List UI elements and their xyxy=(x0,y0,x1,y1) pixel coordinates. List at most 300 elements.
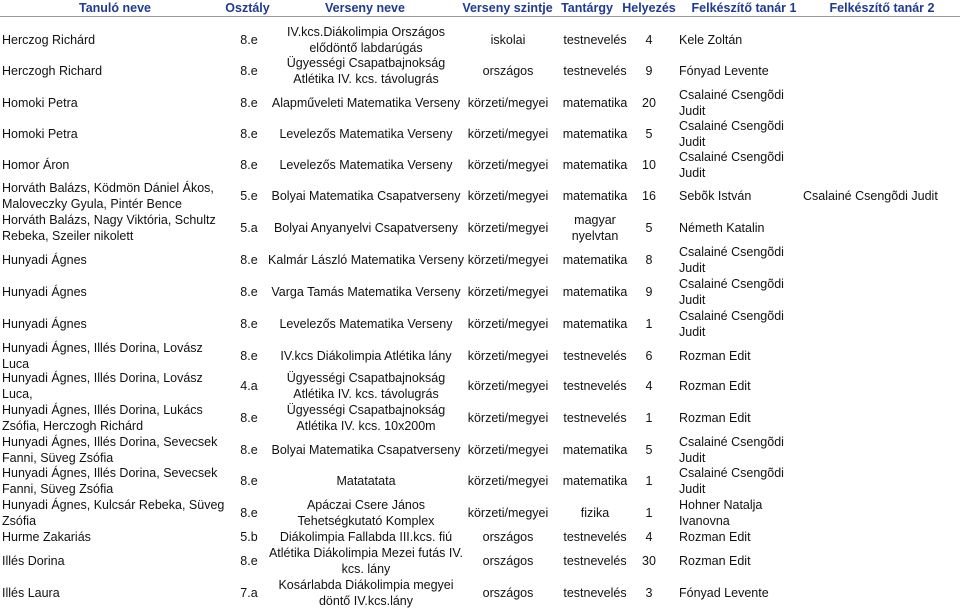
class-cell-text: 5.b xyxy=(240,529,258,544)
competition-level xyxy=(462,545,554,577)
class-cell-text: 8.e xyxy=(240,127,258,141)
table-header xyxy=(0,0,960,17)
competition-name-text: Bolyai Matematika Csapatverseny xyxy=(271,443,461,457)
teacher1-cell xyxy=(679,545,809,577)
teacher2-cell xyxy=(803,24,959,56)
subject-cell xyxy=(550,342,640,370)
class-cell-text: 8.e xyxy=(240,506,258,520)
competition-level xyxy=(462,528,554,545)
teacher1-cell-text: Rozman Edit xyxy=(679,554,751,568)
header-level: Verseny szintje xyxy=(462,1,553,15)
subject-cell-text: testnevelés xyxy=(563,529,627,544)
teacher1-cell xyxy=(679,212,809,244)
competition-level xyxy=(462,246,554,274)
competition-level-text: körzeti/megyei xyxy=(467,474,549,488)
competition-level xyxy=(462,497,554,529)
competition-name-text: Varga Tamás Matematika Verseny xyxy=(271,285,461,299)
competition-level-text: országos xyxy=(482,554,534,568)
competition-name xyxy=(266,465,466,497)
subject-cell-text: testnevelés xyxy=(563,64,627,78)
placement-cell xyxy=(630,310,668,338)
competition-level-text: körzeti/megyei xyxy=(467,221,549,235)
competition-level xyxy=(462,434,554,466)
teacher1-cell xyxy=(679,152,809,178)
class-cell-text: 8.e xyxy=(240,317,258,331)
subject-cell-text: matematika xyxy=(562,474,628,488)
teacher2-cell xyxy=(803,310,959,338)
placement-cell-text: 4 xyxy=(645,33,653,47)
competition-name-text: Kosárlabda Diákolimpia megyei döntő IV.kcs.lány xyxy=(278,578,454,608)
placement-cell xyxy=(630,434,668,466)
competition-name-text: Levelezős Matematika Verseny xyxy=(279,317,453,331)
subject-cell xyxy=(550,246,640,274)
placement-cell-text: 1 xyxy=(645,411,653,425)
teacher2-cell xyxy=(803,246,959,274)
table-row xyxy=(0,402,960,434)
competition-name xyxy=(266,402,466,434)
student-name-text: Illés Dorina xyxy=(2,554,65,568)
table-row xyxy=(0,342,960,370)
class-cell xyxy=(232,497,266,529)
competition-name-text: Alapműveleti Matematika Verseny xyxy=(271,96,461,110)
class-cell xyxy=(232,55,266,87)
competition-name xyxy=(266,246,466,274)
class-cell-text: 8.e xyxy=(240,158,258,172)
competition-name xyxy=(266,577,466,609)
teacher1-cell-text: Csalainé Csengõdi Judit xyxy=(679,245,784,275)
class-cell-text: 8.e xyxy=(240,33,258,47)
competition-level-text: körzeti/megyei xyxy=(467,443,549,457)
subject-cell xyxy=(550,278,640,306)
student-name xyxy=(2,55,232,87)
student-name xyxy=(2,465,232,497)
placement-cell-text: 6 xyxy=(645,349,653,363)
subject-cell xyxy=(550,528,640,545)
teacher1-cell-text: Csalainé Csengõdi Judit xyxy=(679,277,784,307)
class-cell xyxy=(232,212,266,244)
class-cell xyxy=(232,370,266,402)
table-row xyxy=(0,180,960,212)
teacher1-cell-text: Kele Zoltán xyxy=(679,33,743,47)
competition-level xyxy=(462,212,554,244)
subject-cell-text: testnevelés xyxy=(563,586,627,600)
teacher1-cell xyxy=(679,465,809,497)
teacher1-cell xyxy=(679,528,809,545)
class-cell-text: 7.a xyxy=(240,586,258,600)
student-name-text: Hurme Zakariás xyxy=(2,529,91,544)
header-competition: Verseny neve xyxy=(325,1,405,15)
subject-cell-text: fizika xyxy=(580,506,610,520)
teacher1-cell xyxy=(679,342,809,370)
table-row xyxy=(0,246,960,274)
student-name xyxy=(2,278,232,306)
competition-name-text: Levelezős Matematika Verseny xyxy=(279,158,453,172)
student-name xyxy=(2,121,232,147)
subject-cell-text: matematika xyxy=(562,443,628,457)
teacher2-cell xyxy=(803,90,959,116)
teacher2-cell xyxy=(803,212,959,244)
competition-name xyxy=(266,310,466,338)
student-name xyxy=(2,434,232,466)
table-row xyxy=(0,465,960,497)
subject-cell-text: testnevelés xyxy=(563,33,627,47)
student-name xyxy=(2,402,232,434)
student-name xyxy=(2,152,232,178)
class-cell-text: 5.e xyxy=(240,189,258,203)
teacher1-cell-text: Rozman Edit xyxy=(679,349,751,363)
subject-cell xyxy=(550,545,640,577)
subject-cell-text: matematika xyxy=(562,317,628,331)
competition-name-text: Bolyai Anyanyelvi Csapatverseny xyxy=(273,221,459,235)
table-row xyxy=(0,55,960,87)
table-row xyxy=(0,434,960,466)
teacher1-cell xyxy=(679,246,809,274)
teacher2-cell xyxy=(803,121,959,147)
placement-cell xyxy=(630,370,668,402)
table-row xyxy=(0,545,960,577)
student-name-text: Hunyadi Ágnes, Illés Dorina, Sevecsek Fanni, Süveg Zsófia xyxy=(2,435,218,465)
subject-cell-text: matematika xyxy=(562,158,628,172)
class-cell-text: 4.a xyxy=(240,379,258,393)
table-row xyxy=(0,152,960,178)
placement-cell xyxy=(630,577,668,609)
competition-level-text: iskolai xyxy=(490,33,526,47)
competition-name-text: Levelezős Matematika Verseny xyxy=(279,127,453,141)
student-name-text: Herczog Richárd xyxy=(2,33,96,47)
class-cell-text: 8.e xyxy=(240,349,258,363)
student-name-text: Herczogh Richard xyxy=(2,64,103,78)
competition-name xyxy=(266,121,466,147)
subject-cell xyxy=(550,55,640,87)
teacher1-cell xyxy=(679,310,809,338)
teacher1-cell xyxy=(679,497,809,529)
competition-name-text: Ügyességi Csapatbajnokság Atlétika IV. kcs. távolugrás xyxy=(286,371,446,401)
competition-name xyxy=(266,545,466,577)
table-row xyxy=(0,577,960,609)
student-name-text: Hunyadi Ágnes, Illés Dorina, Lukács Zsófia, Herczogh Richárd xyxy=(2,403,203,433)
student-name xyxy=(2,180,232,212)
placement-cell-text: 30 xyxy=(642,554,656,568)
teacher2-cell xyxy=(803,278,959,306)
header-subject: Tantárgy xyxy=(561,1,613,15)
student-name xyxy=(2,545,232,577)
student-name-text: Horváth Balázs, Ködmön Dániel Ákos, Maloveczky Gyula, Pintér Bence xyxy=(2,181,214,211)
table-row xyxy=(0,121,960,147)
teacher2-cell xyxy=(803,342,959,370)
placement-cell-text: 1 xyxy=(645,506,653,520)
table-row xyxy=(0,212,960,244)
teacher1-cell xyxy=(679,278,809,306)
teacher2-cell xyxy=(803,545,959,577)
student-name-text: Homoki Petra xyxy=(2,96,78,110)
placement-cell-text: 16 xyxy=(642,189,656,203)
placement-cell-text: 1 xyxy=(645,317,653,331)
class-cell-text: 8.e xyxy=(240,554,258,568)
table-row xyxy=(0,278,960,306)
placement-cell-text: 1 xyxy=(645,474,653,488)
teacher1-cell-text: Csalainé Csengõdi Judit xyxy=(679,119,784,149)
competition-level-text: körzeti/megyei xyxy=(467,379,549,393)
student-name-text: Hunyadi Ágnes xyxy=(2,285,87,299)
placement-cell xyxy=(630,465,668,497)
class-cell xyxy=(232,528,266,545)
placement-cell xyxy=(630,497,668,529)
student-name xyxy=(2,497,232,529)
competition-level-text: országos xyxy=(482,586,534,600)
class-cell xyxy=(232,246,266,274)
table-row xyxy=(0,497,960,529)
subject-cell-text: matematika xyxy=(562,96,628,110)
placement-cell-text: 5 xyxy=(645,127,653,141)
competition-name xyxy=(266,434,466,466)
competition-level xyxy=(462,180,554,212)
competition-level-text: körzeti/megyei xyxy=(467,127,549,141)
student-name xyxy=(2,246,232,274)
competition-name xyxy=(266,528,466,545)
competition-level-text: körzeti/megyei xyxy=(467,506,549,520)
competition-name-text: Matatatata xyxy=(336,474,396,488)
placement-cell-text: 5 xyxy=(645,443,653,457)
subject-cell-text: testnevelés xyxy=(563,411,627,425)
teacher1-cell xyxy=(679,121,809,147)
teacher1-cell xyxy=(679,90,809,116)
competition-level-text: körzeti/megyei xyxy=(467,96,549,110)
placement-cell xyxy=(630,55,668,87)
class-cell xyxy=(232,545,266,577)
teacher1-cell-text: Rozman Edit xyxy=(679,379,751,393)
table-row xyxy=(0,24,960,56)
teacher1-cell-text: Csalainé Csengõdi Judit xyxy=(679,435,784,465)
subject-cell xyxy=(550,577,640,609)
placement-cell xyxy=(630,402,668,434)
class-cell-text: 8.e xyxy=(240,285,258,299)
placement-cell xyxy=(630,121,668,147)
competition-name xyxy=(266,212,466,244)
competition-name-text: IV.kcs.Diákolimpia Országos elődöntő labdarúgás xyxy=(287,25,445,55)
student-name-text: Hunyadi Ágnes, Illés Dorina, Lovász Luca xyxy=(2,341,203,371)
competition-level xyxy=(462,310,554,338)
class-cell xyxy=(232,577,266,609)
placement-cell xyxy=(630,278,668,306)
class-cell xyxy=(232,310,266,338)
placement-cell-text: 8 xyxy=(645,253,653,267)
teacher1-cell xyxy=(679,55,809,87)
subject-cell-text: matematika xyxy=(562,253,628,267)
competition-level xyxy=(462,152,554,178)
competition-name xyxy=(266,278,466,306)
student-name-text: Hunyadi Ágnes, Kulcsár Rebeka, Süveg Zsófia xyxy=(2,498,225,528)
student-name xyxy=(2,90,232,116)
placement-cell xyxy=(630,528,668,545)
student-name xyxy=(2,310,232,338)
placement-cell-text: 4 xyxy=(645,379,653,393)
teacher1-cell xyxy=(679,180,809,212)
teacher2-cell xyxy=(803,577,959,609)
placement-cell xyxy=(630,246,668,274)
subject-cell-text: testnevelés xyxy=(563,379,627,393)
subject-cell xyxy=(550,212,640,244)
table-row xyxy=(0,528,960,545)
competition-level xyxy=(462,465,554,497)
competition-name xyxy=(266,90,466,116)
class-cell-text: 8.e xyxy=(240,96,258,110)
student-name-text: Homoki Petra xyxy=(2,127,78,141)
subject-cell xyxy=(550,180,640,212)
teacher1-cell xyxy=(679,24,809,56)
student-name xyxy=(2,528,232,545)
student-name-text: Hunyadi Ágnes xyxy=(2,317,87,331)
teacher1-cell xyxy=(679,402,809,434)
placement-cell-text: 20 xyxy=(642,96,656,110)
competition-level xyxy=(462,121,554,147)
competition-name xyxy=(266,24,466,56)
teacher2-cell xyxy=(803,465,959,497)
competition-name-text: Bolyai Matematika Csapatverseny xyxy=(271,189,461,203)
competition-level-text: országos xyxy=(482,64,534,78)
placement-cell xyxy=(630,545,668,577)
class-cell xyxy=(232,180,266,212)
class-cell xyxy=(232,90,266,116)
placement-cell xyxy=(630,342,668,370)
class-cell xyxy=(232,465,266,497)
competition-level-text: körzeti/megyei xyxy=(467,411,549,425)
competition-level-text: körzeti/megyei xyxy=(467,253,549,267)
class-cell xyxy=(232,278,266,306)
competition-level-text: körzeti/megyei xyxy=(467,349,549,363)
teacher2-cell xyxy=(803,152,959,178)
student-name-text: Hunyadi Ágnes, Illés Dorina, Lovász Luca, xyxy=(2,371,203,401)
placement-cell-text: 3 xyxy=(645,586,653,600)
competition-level-text: körzeti/megyei xyxy=(467,189,549,203)
class-cell-text: 8.e xyxy=(240,253,258,267)
teacher1-cell-text: Rozman Edit xyxy=(679,411,751,425)
student-name-text: Homor Áron xyxy=(2,158,70,172)
placement-cell xyxy=(630,24,668,56)
subject-cell xyxy=(550,152,640,178)
competition-name-text: Diákolimpia Fallabda III.kcs. fiú xyxy=(279,529,453,544)
class-cell xyxy=(232,342,266,370)
competition-name xyxy=(266,180,466,212)
competition-name-text: Kalmár László Matematika Verseny xyxy=(268,253,464,267)
table-row xyxy=(0,310,960,338)
class-cell-text: 8.e xyxy=(240,443,258,457)
teacher2-cell xyxy=(803,370,959,402)
teacher2-cell xyxy=(803,497,959,529)
subject-cell-text: testnevelés xyxy=(563,554,627,568)
teacher1-cell-text: Fónyad Levente xyxy=(679,64,769,78)
competition-name-text: Ügyességi Csapatbajnokság Atlétika IV. kcs. 10x200m xyxy=(286,403,446,433)
placement-cell-text: 4 xyxy=(645,529,653,544)
subject-cell xyxy=(550,402,640,434)
table-row xyxy=(0,370,960,402)
class-cell xyxy=(232,402,266,434)
competition-level xyxy=(462,55,554,87)
competition-name xyxy=(266,497,466,529)
subject-cell xyxy=(550,90,640,116)
competition-level xyxy=(462,90,554,116)
teacher1-cell-text: Rozman Edit xyxy=(679,529,751,544)
placement-cell-text: 9 xyxy=(645,285,653,299)
competition-level-text: országos xyxy=(482,529,534,544)
placement-cell xyxy=(630,212,668,244)
teacher1-cell-text: Sebõk István xyxy=(679,189,752,203)
teacher1-cell xyxy=(679,370,809,402)
competition-name-text: IV.kcs Diákolimpia Atlétika lány xyxy=(280,349,452,363)
teacher1-cell-text: Csalainé Csengõdi Judit xyxy=(679,88,784,118)
student-name xyxy=(2,24,232,56)
class-cell-text: 5.a xyxy=(240,221,258,235)
table-row xyxy=(0,90,960,116)
placement-cell xyxy=(630,180,668,212)
header-place: Helyezés xyxy=(622,1,676,15)
placement-cell-text: 9 xyxy=(645,64,653,78)
class-cell xyxy=(232,24,266,56)
teacher2-cell xyxy=(803,55,959,87)
competition-name-text: Ügyességi Csapatbajnokság Atlétika IV. kcs. távolugrás xyxy=(286,56,446,86)
competition-level xyxy=(462,402,554,434)
student-name-text: Horváth Balázs, Nagy Viktória, Schultz Rebeka, Szeiler nikolett xyxy=(2,213,216,243)
teacher2-cell xyxy=(803,434,959,466)
student-name-text: Hunyadi Ágnes, Illés Dorina, Sevecsek Fanni, Süveg Zsófia xyxy=(2,466,218,496)
class-cell xyxy=(232,434,266,466)
competition-name-text: Atlétika Diákolimpia Mezei futás IV. kcs. lány xyxy=(268,546,464,576)
subject-cell xyxy=(550,24,640,56)
competition-name xyxy=(266,342,466,370)
student-name xyxy=(2,370,232,402)
competition-level-text: körzeti/megyei xyxy=(467,158,549,172)
subject-cell-text: testnevelés xyxy=(563,349,627,363)
subject-cell-text: matematika xyxy=(562,127,628,141)
subject-cell xyxy=(550,310,640,338)
student-name-text: Illés Laura xyxy=(2,586,60,600)
class-cell-text: 8.e xyxy=(240,64,258,78)
competition-name xyxy=(266,55,466,87)
class-cell xyxy=(232,152,266,178)
subject-cell-text: magyar nyelvtan xyxy=(571,213,619,243)
header-teacher2: Felkészítő tanár 2 xyxy=(829,1,935,15)
competition-name-text: Apáczai Csere János Tehetségkutató Komplex xyxy=(297,498,435,528)
competition-level xyxy=(462,24,554,56)
subject-cell-text: matematika xyxy=(562,189,628,203)
teacher2-cell xyxy=(803,180,959,212)
class-cell-text: 8.e xyxy=(240,474,258,488)
placement-cell xyxy=(630,90,668,116)
subject-cell xyxy=(550,370,640,402)
competition-level-text: körzeti/megyei xyxy=(467,317,549,331)
competition-level xyxy=(462,278,554,306)
competition-name xyxy=(266,370,466,402)
placement-cell-text: 5 xyxy=(645,221,653,235)
competition-level-text: körzeti/megyei xyxy=(467,285,549,299)
student-name xyxy=(2,212,232,244)
subject-cell xyxy=(550,121,640,147)
student-name xyxy=(2,577,232,609)
class-cell xyxy=(232,121,266,147)
teacher2-cell-text: Csalainé Csengõdi Judit xyxy=(803,189,938,203)
subject-cell-text: matematika xyxy=(562,285,628,299)
teacher2-cell xyxy=(803,402,959,434)
class-cell-text: 8.e xyxy=(240,411,258,425)
student-name-text: Hunyadi Ágnes xyxy=(2,253,87,267)
student-name xyxy=(2,342,232,370)
subject-cell xyxy=(550,434,640,466)
subject-cell xyxy=(550,465,640,497)
competition-level xyxy=(462,577,554,609)
teacher1-cell-text: Fónyad Levente xyxy=(679,586,769,600)
header-name: Tanuló neve xyxy=(78,1,151,15)
competition-level xyxy=(462,370,554,402)
teacher1-cell xyxy=(679,577,809,609)
